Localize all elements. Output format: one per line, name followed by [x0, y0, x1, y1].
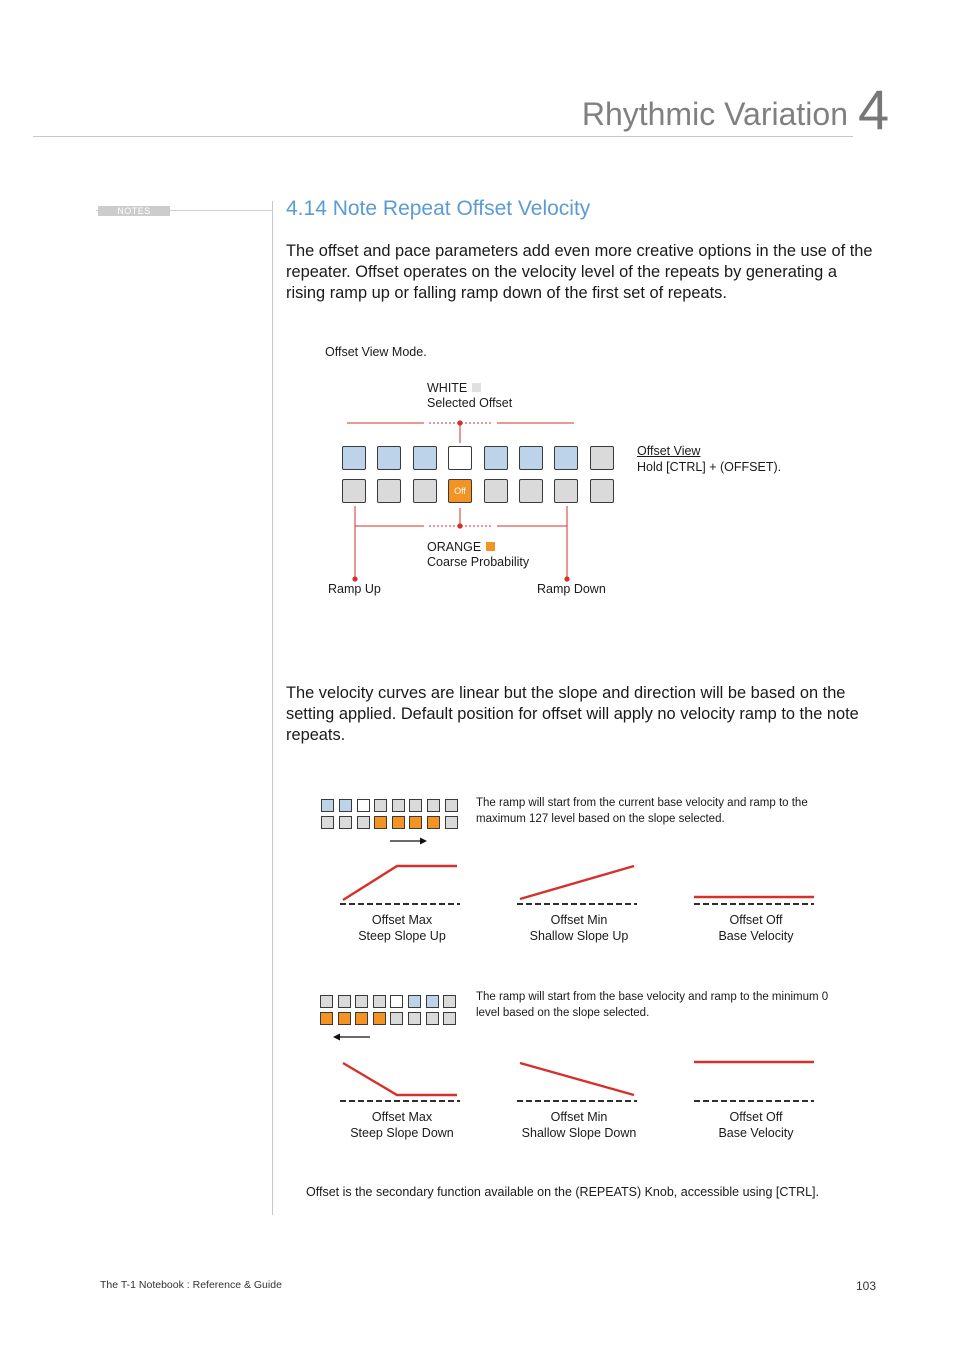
caption-line: Offset Min: [550, 913, 608, 927]
white-legend: [427, 381, 481, 397]
mini-pad-up-top-7: [427, 799, 440, 812]
ramp-down-label: Ramp Down: [537, 582, 606, 596]
notes-label: NOTES: [98, 206, 170, 216]
curve-shallow-down: [520, 1063, 634, 1095]
curve-shallow-up: [520, 866, 634, 899]
caption-offset-max-down: [327, 1109, 477, 1141]
mini-pad-up-bottom-2: [339, 816, 352, 829]
pad-bottom-7: [554, 479, 578, 503]
mini-pad-up-top-4: [374, 799, 387, 812]
caption-line: Steep Slope Up: [358, 929, 446, 943]
orange-description: Coarse Probability: [427, 555, 530, 569]
mini-pad-down-top-8: [443, 995, 456, 1008]
mini-pad-up-top-8: [445, 799, 458, 812]
pad-bottom-1: [342, 479, 366, 503]
ramp-up-description: The ramp will start from the current base velocity and ramp to the maximum 127 level based on the slope selected.: [476, 797, 808, 825]
pad-top-4-selected: [448, 446, 472, 470]
mini-pad-up-bottom-8: [445, 816, 458, 829]
ramp-down-dot-icon: [564, 576, 569, 581]
ramp-up-curves: [335, 858, 825, 910]
offset-view-title: [637, 444, 700, 460]
footer-doc-title: The T-1 Notebook : Reference & Guide: [100, 1279, 282, 1291]
mini-pad-up-bottom-6: [409, 816, 422, 829]
pad-bottom-2: [377, 479, 401, 503]
ramp-up-label: Ramp Up: [328, 582, 381, 596]
mini-pad-down-top-3: [355, 995, 368, 1008]
mini-pad-down-top-2: [338, 995, 351, 1008]
caption-offset-off-up: [681, 912, 831, 944]
white-swatch-icon: [472, 383, 481, 392]
caption-line: Shallow Slope Down: [521, 1126, 637, 1140]
caption-line: Offset Max: [371, 1110, 433, 1124]
white-description: Selected Offset: [427, 396, 513, 410]
footnote: Offset is the secondary function available on the (REPEATS) Knob, accessible using [CTRL].: [306, 1185, 819, 1199]
caption-line: Offset Max: [371, 913, 433, 927]
caption-line: Shallow Slope Up: [529, 929, 629, 943]
mini-pad-down-top-6: [408, 995, 421, 1008]
arrow-left-icon: [330, 1030, 375, 1044]
velocity-curve-paragraph: The velocity curves are linear but the slope and direction will be based on the setting applied. Default position for offset will apply no velocity ramp to the note repeats.: [286, 684, 859, 744]
mini-pad-up-top-3: [357, 799, 370, 812]
diagram-caption: Offset View Mode.: [325, 345, 427, 359]
caption-line: Offset Min: [550, 1110, 608, 1124]
orange-legend: [427, 540, 495, 556]
mini-pad-down-bottom-4: [373, 1012, 386, 1025]
offset-view-description: Hold [CTRL] + (OFFSET).: [637, 460, 782, 474]
mini-pad-up-bottom-4: [374, 816, 387, 829]
mini-pad-down-top-4: [373, 995, 386, 1008]
pad-top-6: [519, 446, 543, 470]
caption-offset-min-up: [504, 912, 654, 944]
mini-pad-down-top-1: [320, 995, 333, 1008]
mini-pad-up-top-1: [321, 799, 334, 812]
ramp-up-dot-icon: [352, 576, 357, 581]
chapter-number: 4: [858, 78, 890, 141]
mini-pad-up-bottom-5: [392, 816, 405, 829]
mini-pad-up-top-5: [392, 799, 405, 812]
mini-pad-up-bottom-1: [321, 816, 334, 829]
pad-bottom-8: [590, 479, 614, 503]
curve-steep-down: [343, 1063, 457, 1095]
caption-offset-min-down: [504, 1109, 654, 1141]
pad-top-3: [413, 446, 437, 470]
pad-bottom-4-off: Off: [448, 479, 472, 503]
page-number: 103: [855, 1279, 876, 1293]
mini-pad-down-top-5: [390, 995, 403, 1008]
pad-bottom-5: [484, 479, 508, 503]
mini-pad-down-bottom-5: [390, 1012, 403, 1025]
mini-pad-down-bottom-8: [443, 1012, 456, 1025]
pad-top-7: [554, 446, 578, 470]
mini-pad-down-bottom-6: [408, 1012, 421, 1025]
offset-view-title-text: Offset View: [637, 444, 701, 458]
caption-line: Base Velocity: [718, 929, 794, 943]
caption-offset-off-down: [681, 1109, 831, 1141]
arrow-right-icon: [385, 834, 430, 848]
mini-pad-up-bottom-3: [357, 816, 370, 829]
mini-pad-down-top-7: [426, 995, 439, 1008]
mini-pad-down-bottom-7: [426, 1012, 439, 1025]
section-title: 4.14 Note Repeat Offset Velocity: [286, 197, 591, 220]
caption-line: Steep Slope Down: [350, 1126, 454, 1140]
mini-pad-up-top-6: [409, 799, 422, 812]
orange-swatch-icon: [486, 542, 495, 551]
chapter-title: Rhythmic Variation: [581, 96, 848, 132]
pad-bottom-3: [413, 479, 437, 503]
bottom-bracket-dot-icon: [457, 523, 462, 528]
mini-pad-down-bottom-2: [338, 1012, 351, 1025]
mini-pad-up-top-2: [339, 799, 352, 812]
caption-line: Base Velocity: [718, 1126, 794, 1140]
ramp-down-description: The ramp will start from the base velocity and ramp to the minimum 0 level based on the slope selected.: [476, 991, 829, 1019]
white-label: WHITE: [427, 381, 468, 395]
column-divider: [272, 201, 273, 1215]
mini-pad-down-bottom-1: [320, 1012, 333, 1025]
pad-top-8: [590, 446, 614, 470]
mini-pad-up-bottom-7: [427, 816, 440, 829]
pad-top-1: [342, 446, 366, 470]
caption-line: Offset Off: [729, 913, 783, 927]
ramp-down-curves: [335, 1055, 825, 1107]
intro-paragraph: The offset and pace parameters add even more creative options in the use of the repeater. Offset operates on the velocity level of the repeats by generating a rising ramp up or falling ramp down of the first set of repeats.: [286, 242, 873, 302]
curve-steep-up: [343, 866, 457, 900]
mini-pad-down-bottom-3: [355, 1012, 368, 1025]
pad-top-2: [377, 446, 401, 470]
orange-label: ORANGE: [427, 540, 482, 554]
caption-line: Offset Off: [729, 1110, 783, 1124]
header-divider: [33, 136, 853, 137]
pad-top-5: [484, 446, 508, 470]
pad-bottom-6: [519, 479, 543, 503]
caption-offset-max-up: [327, 912, 477, 944]
